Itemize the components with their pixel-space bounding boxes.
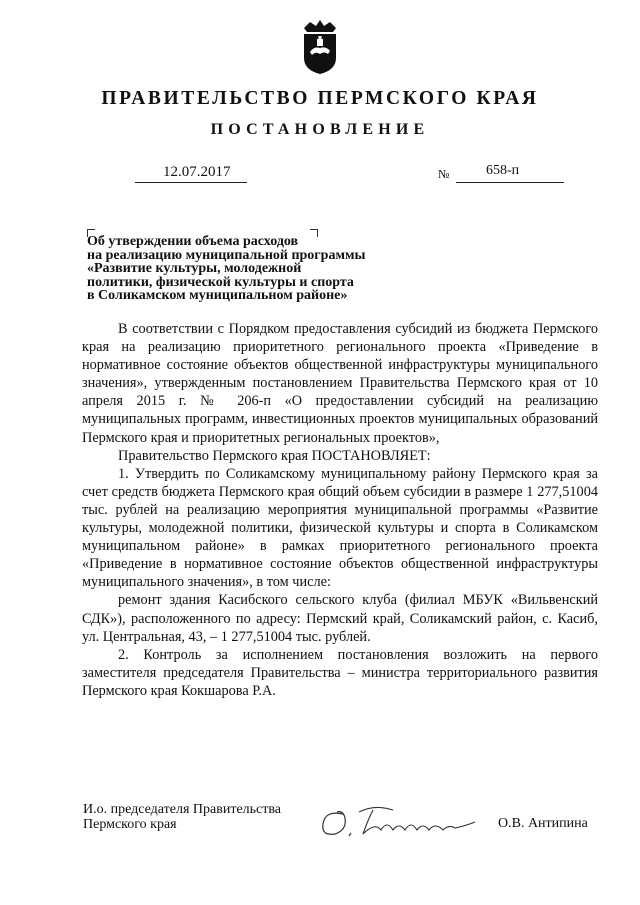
body-paragraph-preamble: В соответствии с Порядком предоставления субсидий из бюджета Пермского края на реализацию приоритетного регионального проекта «Приведение в нормативное состояние объектов общественной инфраструктуры муниципального значения», утвержденным постановлением Правительства Пермского края от 10 апреля 2015 г. № 206-п «О предоставлении субсидий на реализацию муниципальных программ, инвестиционных проектов муниципальных образований Пермского края и приоритетных региональных проектов», — [82, 321, 598, 446]
subject-line: на реализацию муниципальной программы — [87, 247, 366, 263]
date-underline — [135, 182, 247, 183]
document-number: 658-п — [486, 163, 520, 178]
subject-line: Об утверждении объема расходов — [87, 234, 299, 249]
body-paragraph-resolves: Правительство Пермского края ПОСТАНОВЛЯЕТ: — [118, 447, 431, 464]
signatory-title — [83, 802, 281, 832]
number-sign: № — [438, 167, 450, 181]
subject-line: политики, физической культуры и спорта — [87, 274, 354, 290]
number-underline — [456, 182, 564, 183]
subject-line: «Развитие культуры, молодежной — [87, 261, 302, 276]
organization-title: ПРАВИТЕЛЬСТВО ПЕРМСКОГО КРАЯ — [101, 88, 539, 109]
document-date: 12.07.2017 — [163, 164, 231, 180]
document-body — [82, 320, 598, 700]
document-subject — [87, 235, 417, 303]
subject-line: в Соликамском муниципальном районе» — [87, 288, 348, 303]
signatory-title-line: Пермского края — [83, 817, 177, 832]
document-type: ПОСТАНОВЛЕНИЕ — [210, 121, 430, 138]
signatory-title-line: И.о. председателя Правительства — [83, 802, 282, 817]
handwritten-signature — [315, 800, 485, 842]
body-paragraph-item-1: 1. Утвердить по Соликамскому муниципальному району Пермского края за счет средств бюджета Пермского края общий объем субсидии в размере 1 277,51004 тыс. рублей на реализацию мероприятия муниципальной программы «Развитие культуры, молодежной политики, физической культуры и спорта в Соликамском муниципальном районе» в рамках приоритетного регионального проекта «Приведение в нормативное состояние объектов общественной инфраструктуры муниципального значения», в том числе: — [82, 465, 598, 591]
body-paragraph-item-2: 2. Контроль за исполнением постановления возложить на первого заместителя председателя Правительства – министра территориального развития Пермского края Кокшарова Р.А. — [82, 646, 598, 699]
coat-of-arms-icon — [300, 18, 340, 76]
signatory-name: О.В. Антипина — [498, 816, 588, 831]
body-paragraph-repair: ремонт здания Касибского сельского клуба (филиал МБУК «Вильвенский СДК»), расположенного по адресу: Пермский край, Соликамский район, с. Касиб, ул. Центральная, 43, – 1 277,51004 тыс. рублей. — [82, 592, 598, 645]
